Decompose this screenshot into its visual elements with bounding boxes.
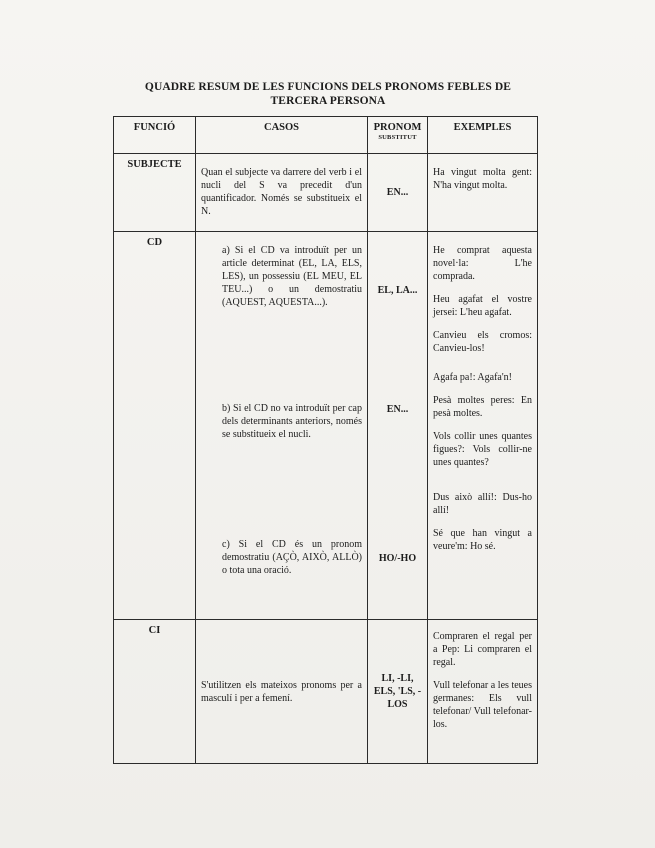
header-pronom-label: PRONOM xyxy=(373,122,422,133)
summary-table xyxy=(113,116,538,764)
exemple-cd-b3: Vols collir unes quantes figues?: Vols collir-ne unes quantes? xyxy=(433,431,532,468)
pronom-ci: LI, -LI, ELS, 'LS, -LOS xyxy=(368,620,428,764)
exemple-ci-1: Compraren el regal per a Pep: Li compraren el regal. xyxy=(433,631,532,668)
exemple-cd-a3: Canvieu els cromos: Canvieu-los! xyxy=(433,330,532,354)
exemple-cd-a2: Heu agafat el vostre jersei: L'heu agafat. xyxy=(433,294,532,318)
pronom-cd-b: EN... xyxy=(386,404,409,415)
exemple-cd-b1: Agafa pa!: Agafa'n! xyxy=(433,372,512,383)
row-ci xyxy=(114,620,538,764)
exemple-cd-c1: Dus això allí!: Dus-ho allí! xyxy=(433,492,532,516)
cas-cd-a: a) Si el CD va introduït per un article determinat (EL, LA, ELS, LES), un possessiu (EL MEU, EL TEU...) o un demostratiu (AQUEST, AQUESTA...). xyxy=(222,245,362,308)
exemple-subjecte: Ha vingut molta gent: N'ha vingut molta. xyxy=(428,154,538,232)
funcio-ci: CI xyxy=(114,620,196,764)
exemple-ci-2: Vull telefonar a les teues germanes: Els vull telefonar/ Vull telefonar-los. xyxy=(433,680,532,730)
exemple-cd-b2: Pesà moltes peres: En pesà moltes. xyxy=(433,395,532,419)
cas-subjecte: Quan el subjecte va darrere del verb i el nucli del S va precedit d'un quantificador. Només se substitueix el N. xyxy=(196,154,368,232)
funcio-cd: CD xyxy=(114,232,196,620)
exemple-cd-c2: Sé que han vingut a veure'm: Ho sé. xyxy=(433,528,532,552)
cas-cd-c: c) Si el CD és un pronom demostratiu (AÇÒ, AIXÒ, ALLÒ) o tota una oració. xyxy=(222,539,362,576)
funcio-subjecte: SUBJECTE xyxy=(114,154,196,232)
cas-cd-b: b) Si el CD no va introduït per cap dels determinants anteriors, només se substitueix el nucli. xyxy=(222,403,362,440)
pronom-cd-cell xyxy=(368,232,428,620)
document-title: QUADRE RESUM DE LES FUNCIONS DELS PRONOMS FEBLES DE TERCERA PERSONA xyxy=(144,81,512,107)
header-funcio: FUNCIÓ xyxy=(114,117,196,154)
cas-cd-cell xyxy=(196,232,368,620)
pronom-cd-c: HO/-HO xyxy=(378,553,417,564)
row-subjecte xyxy=(114,154,538,232)
row-cd xyxy=(114,232,538,620)
exemple-cd-a1: He comprat aquesta novel·la: L'he comprada. xyxy=(433,245,532,282)
header-pronom-sub: SUBSTITUT xyxy=(378,134,417,141)
header-exemples: EXEMPLES xyxy=(428,117,538,154)
pronom-subjecte: EN... xyxy=(368,154,428,232)
header-row xyxy=(114,117,538,154)
exemples-ci-cell xyxy=(428,620,538,764)
cas-ci: S'utilitzen els mateixos pronoms per a masculí i per a femení. xyxy=(196,620,368,764)
header-casos: CASOS xyxy=(196,117,368,154)
exemples-cd-cell xyxy=(428,232,538,620)
header-pronom xyxy=(368,117,428,154)
pronom-cd-a: EL, LA... xyxy=(377,285,418,296)
